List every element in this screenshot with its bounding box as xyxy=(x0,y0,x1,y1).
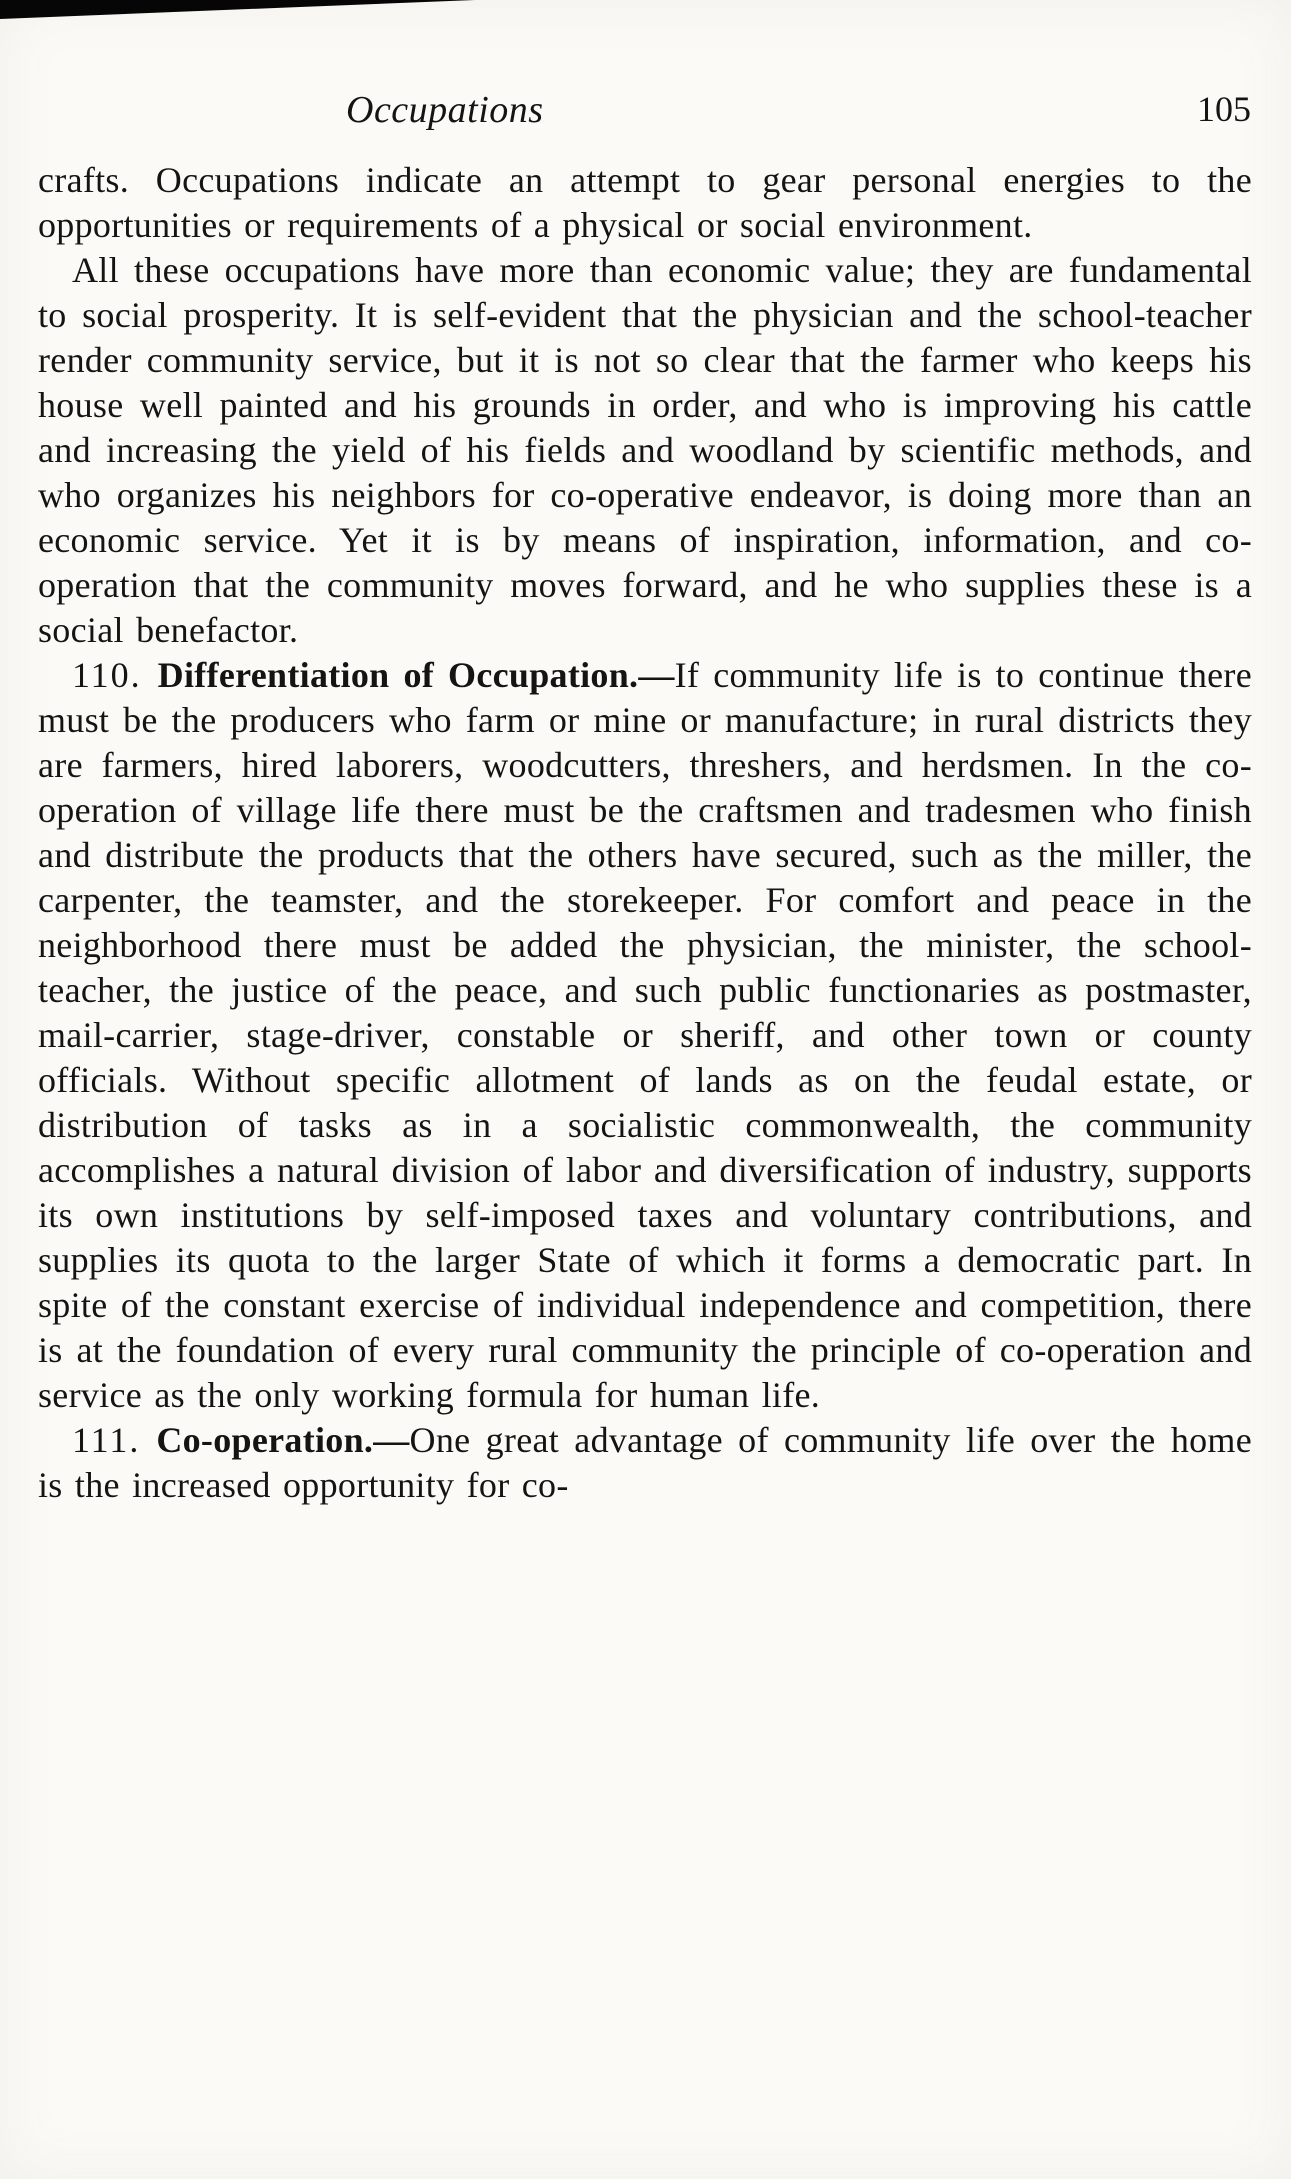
running-header-title: Occupations xyxy=(346,89,544,131)
body-text xyxy=(38,158,1252,1508)
running-header xyxy=(38,88,1253,138)
paragraph-co-operation xyxy=(38,1418,1252,1508)
section-heading: Differentiation of Occupation.— xyxy=(157,655,675,695)
section-heading: Co-operation.— xyxy=(156,1420,410,1460)
section-number: 111. xyxy=(72,1420,141,1460)
paragraph-differentiation-of-occupation xyxy=(38,653,1252,1418)
paragraph-crafts xyxy=(38,158,1252,248)
scan-artifact-black-bar xyxy=(0,0,475,20)
section-number: 110. xyxy=(72,655,142,695)
paragraph-text: One great advantage of community life over the home is the increased opportunity for co- xyxy=(38,1420,1252,1505)
paragraph-all-these-occupations xyxy=(38,248,1252,653)
paragraph-text: crafts. Occupations indicate an attempt to gear personal energies to the opportunities or requirements of a physical or social environment. xyxy=(38,160,1252,245)
paragraph-text: If community life is to continue there must be the producers who farm or mine or manufacture; in rural districts they are farmers, hired laborers, woodcutters, threshers, and herdsmen. In the co-operation of village life there must be the craftsmen and tradesmen who finish and distribute the products that the others have secured, such as the miller, the carpenter, the teamster, and the storekeeper. For comfort and peace in the neighborhood there must be added the physician, the minister, the school-teacher, the justice of the peace, and such public functionaries as postmaster, mail-carrier, stage-driver, constable or sheriff, and other town or county officials. Without specific allotment of lands as on the feudal estate, or distribution of tasks as in a socialistic commonwealth, the community accomplishes a natural division of labor and diversification of industry, supports its own institutions by self-imposed taxes and voluntary contributions, and supplies its quota to the larger State of which it forms a democratic part. In spite of the constant exercise of individual independence and competition, there is at the foundation of every rural community the principle of co-operation and service as the only working formula for human life. xyxy=(38,655,1252,1415)
paragraph-text: All these occupations have more than economic value; they are fundamental to social prosperity. It is self-evident that the physician and the school-teacher render community service, but it is not so clear that the farmer who keeps his house well painted and his grounds in order, and who is improving his cattle and increasing the yield of his fields and woodland by scientific methods, and who organizes his neighbors for co-operative endeavor, is doing more than an economic service. Yet it is by means of inspiration, information, and co-operation that the community moves forward, and he who supplies these is a social benefactor. xyxy=(38,250,1252,650)
page-number: 105 xyxy=(1197,89,1251,129)
